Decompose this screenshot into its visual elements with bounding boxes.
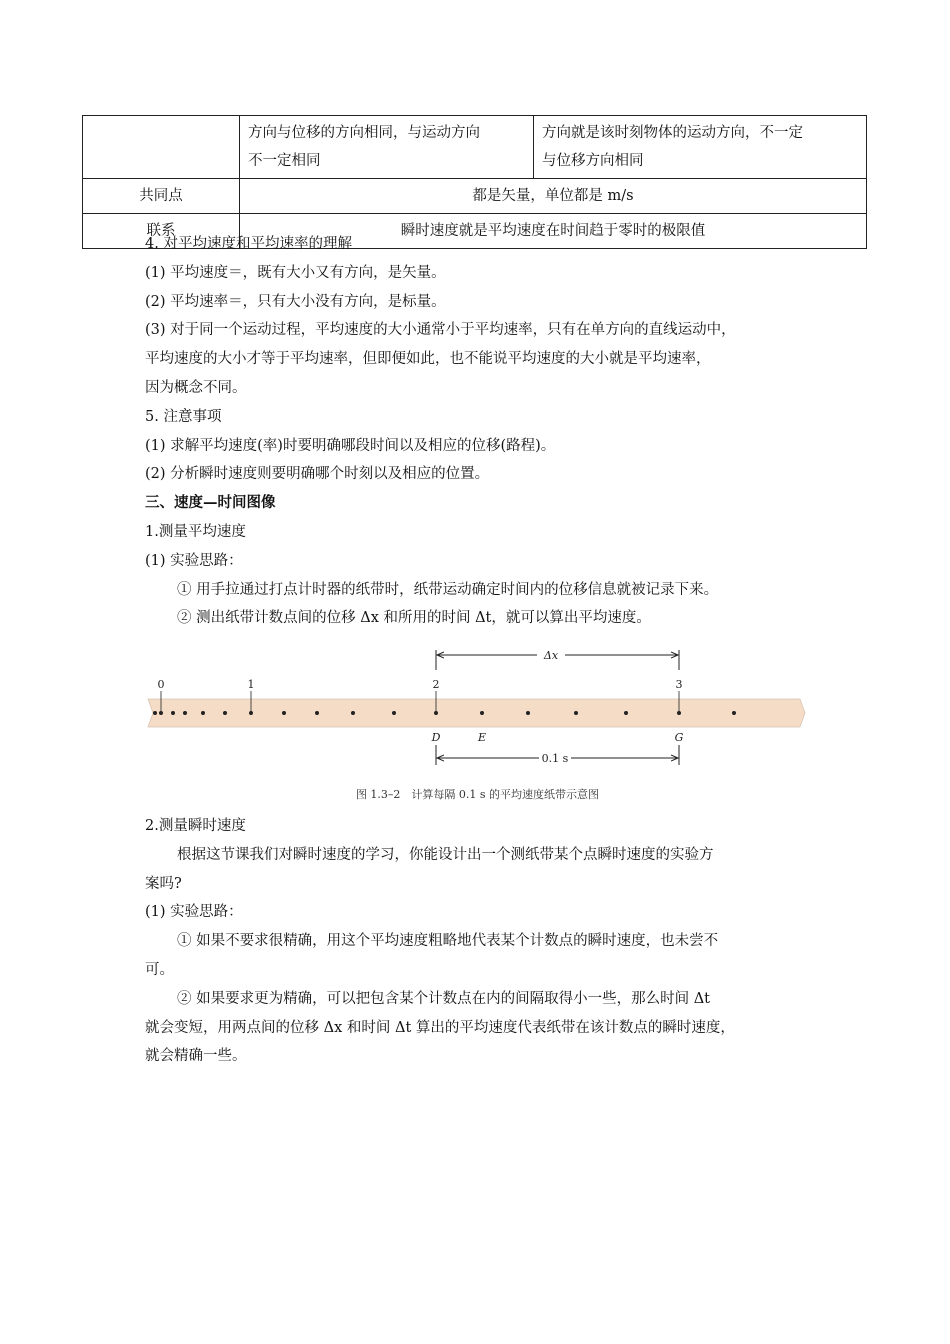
paragraph: (1) 实验思路： <box>145 552 243 569</box>
row-label-relation: 联系 <box>83 214 240 249</box>
point-label-d: D <box>431 731 441 744</box>
section-heading: 4. 对平均速度和平均速率的理解 <box>145 236 352 252</box>
paragraph: (1) 平均速度＝，既有大小又有方向，是矢量。 <box>145 264 446 281</box>
paragraph: 就会精确一些。 <box>145 1048 247 1065</box>
cell-text: 与位移方向相同 <box>542 153 644 169</box>
tape-dot <box>249 711 253 715</box>
section-4-5 <box>145 230 835 633</box>
table-cell <box>534 116 867 179</box>
comparison-table <box>82 115 867 249</box>
paragraph: 就会变短，用两点间的位移 Δx 和时间 Δt 算出的平均速度代表纸带在该计数点的瞬时速度， <box>145 1019 735 1036</box>
tape-dot <box>171 711 175 715</box>
interval-label: 0.1 s <box>541 752 569 765</box>
paragraph: 可。 <box>145 961 174 978</box>
row-value-relation: 瞬时速度就是平均速度在时间趋于零时的极限值 <box>240 214 867 249</box>
cell-text: 方向与位移的方向相同，与运动方向 <box>248 125 480 141</box>
tape-figure <box>145 645 810 775</box>
paragraph: (1) 实验思路： <box>145 904 243 921</box>
table-cell <box>240 116 534 179</box>
chapter-heading: 三、速度—时间图像 <box>145 494 276 512</box>
paragraph: ① 如果不要求很精确，用这个平均速度粗略地代表某个计数点的瞬时速度，也未尝不 <box>177 933 719 950</box>
paragraph: ② 如果要求更为精确，可以把包含某个计数点在内的间隔取得小一些，那么时间 Δt <box>177 990 711 1007</box>
tape-dot <box>624 711 628 715</box>
tape-dot <box>223 711 227 715</box>
paper-tape <box>148 699 805 727</box>
paragraph: ② 测出纸带计数点间的位移 Δx 和所用的时间 Δt，就可以算出平均速度。 <box>177 610 651 627</box>
tape-dot <box>677 711 681 715</box>
tape-dot <box>351 711 355 715</box>
point-label-g: G <box>674 731 684 744</box>
sub-heading: 2.测量瞬时速度 <box>145 818 246 834</box>
tape-diagram <box>145 645 810 775</box>
cell-text: 方向就是该时刻物体的运动方向，不一定 <box>542 125 803 141</box>
paragraph: (2) 分析瞬时速度则要明确哪个时刻以及相应的位置。 <box>145 466 490 483</box>
table-row <box>83 179 867 214</box>
delta-x-label: Δx <box>543 649 559 662</box>
tape-dot <box>282 711 286 715</box>
tape-dot <box>732 711 736 715</box>
paragraph: (1) 求解平均速度(率)时要明确哪段时间以及相应的位移(路程)。 <box>145 437 556 454</box>
paragraph: 根据这节课我们对瞬时速度的学习，你能设计出一个测纸带某个点瞬时速度的实验方 <box>177 846 714 863</box>
paragraph: (3) 对于同一个运动过程，平均速度的大小通常小于平均速率，只有在单方向的直线运动中， <box>145 322 736 339</box>
tape-dot <box>392 711 396 715</box>
tape-dot <box>201 711 205 715</box>
tape-dot <box>434 711 438 715</box>
point-label-e: E <box>477 731 487 744</box>
row-value-common: 都是矢量，单位都是 m/s <box>240 179 867 214</box>
row-label-common: 共同点 <box>83 179 240 214</box>
tape-dot <box>526 711 530 715</box>
tape-dot <box>480 711 484 715</box>
table-row <box>83 116 867 179</box>
tape-dot <box>153 711 157 715</box>
tape-dot <box>574 711 578 715</box>
tape-dot <box>183 711 187 715</box>
sub-heading: 1.测量平均速度 <box>145 523 246 540</box>
tick-label-2: 2 <box>432 678 440 691</box>
section-heading: 5. 注意事项 <box>145 408 222 425</box>
paragraph: (2) 平均速率＝，只有大小没有方向，是标量。 <box>145 293 446 310</box>
paragraph: 因为概念不同。 <box>145 379 247 396</box>
paragraph: ① 用手拉通过打点计时器的纸带时，纸带运动确定时间内的位移信息就被记录下来。 <box>177 581 719 598</box>
paragraph: 平均速度的大小才等于平均速率，但即便如此，也不能说平均速度的大小就是平均速率， <box>145 351 711 368</box>
tape-dot <box>159 711 163 715</box>
tick-label-0: 0 <box>157 678 165 691</box>
paragraph: 案吗? <box>145 875 182 892</box>
tape-dot <box>315 711 319 715</box>
figure-caption: 图 1.3–2 计算每隔 0.1 s 的平均速度纸带示意图 <box>355 788 600 801</box>
table-cell <box>83 116 240 179</box>
section-instant <box>145 812 835 1071</box>
tick-label-1: 1 <box>247 678 255 691</box>
tick-label-3: 3 <box>675 678 683 691</box>
cell-text: 不一定相同 <box>248 153 321 169</box>
